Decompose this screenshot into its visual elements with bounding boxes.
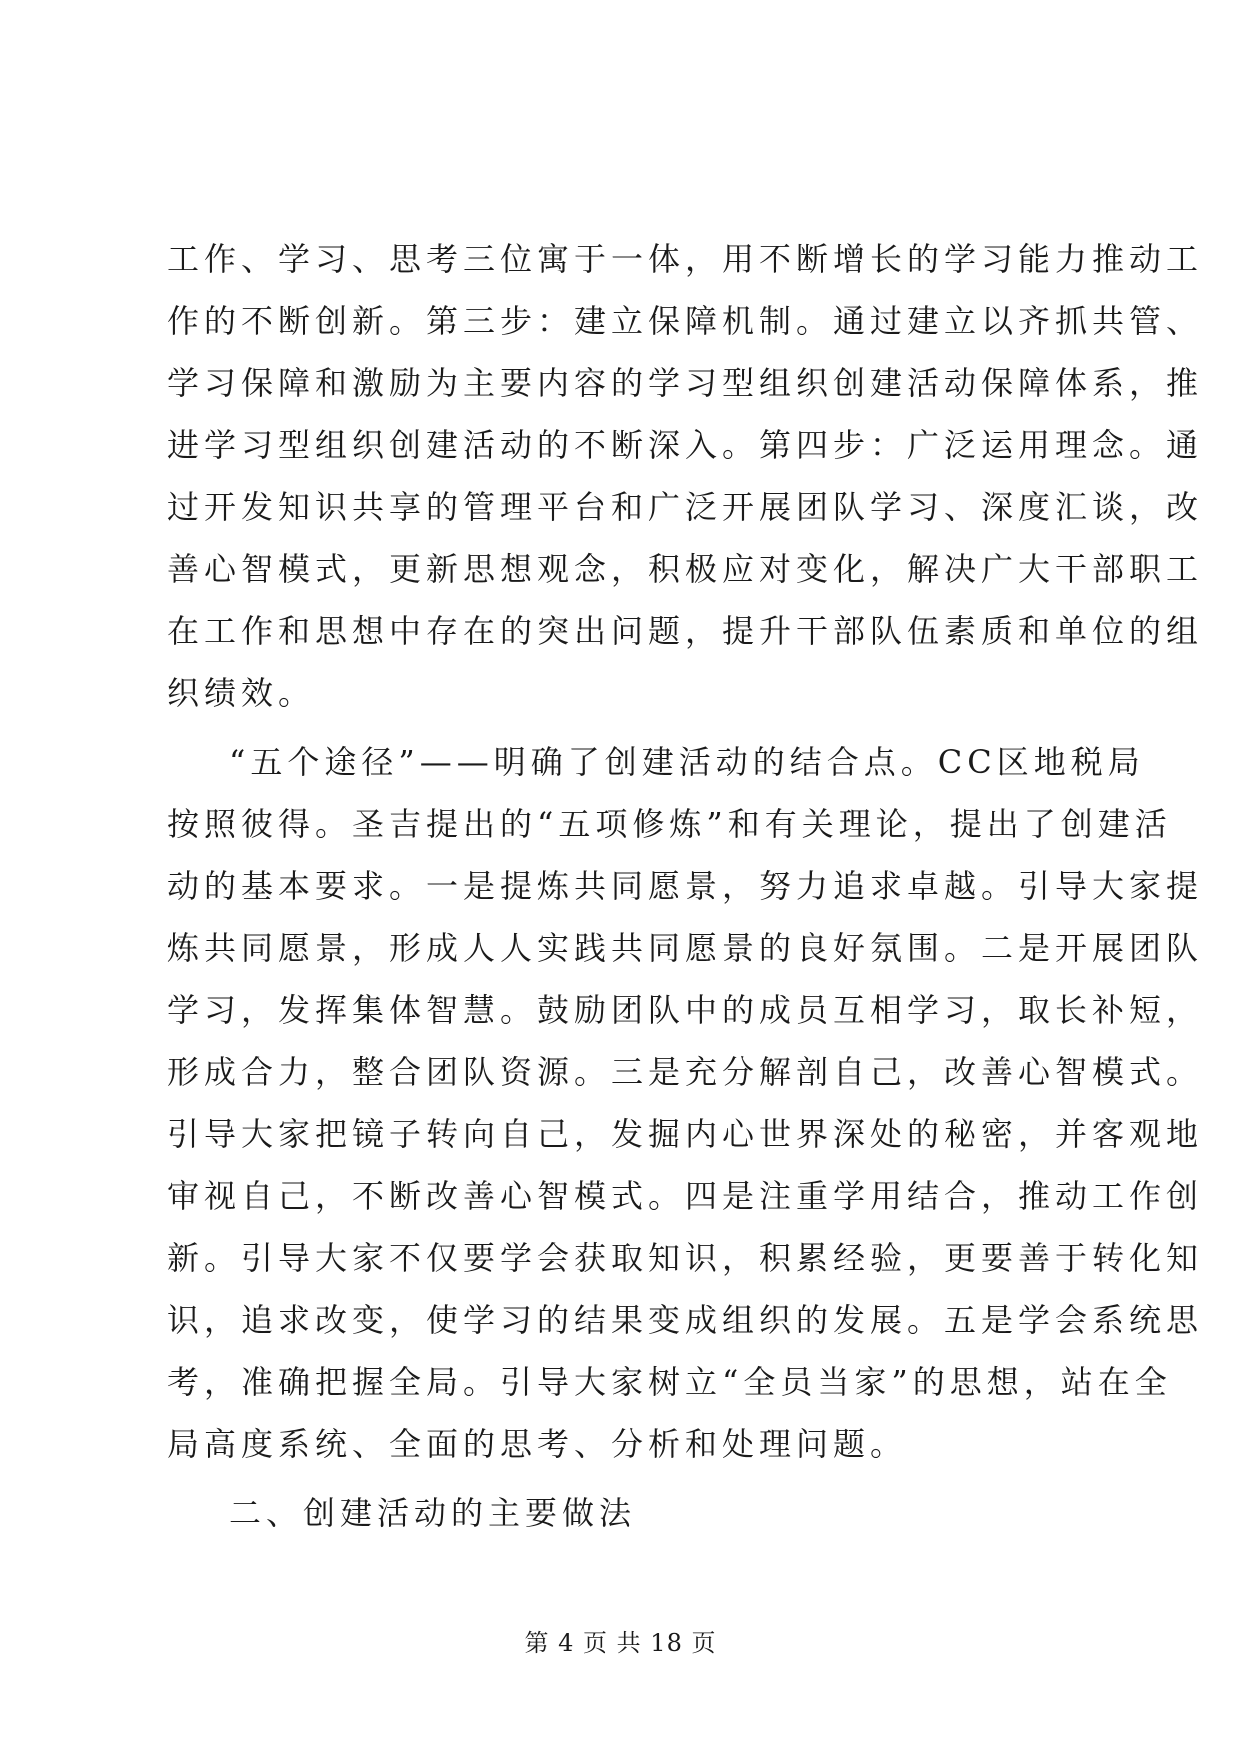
- paragraph-1: [167, 228, 1204, 724]
- text-line: “五个途径”——明确了创建活动的结合点。CC区地税局: [229, 743, 1145, 781]
- paragraph-2: [167, 731, 1204, 1475]
- text-line: 审视自己，不断改善心智模式。四是注重学用结合，推动工作创: [167, 1177, 1204, 1215]
- text-line: 引导大家把镜子转向自己，发掘内心世界深处的秘密，并客观地: [167, 1115, 1204, 1153]
- text-line: 过开发知识共享的管理平台和广泛开展团队学习、深度汇谈，改: [167, 488, 1204, 526]
- text-line: 在工作和思想中存在的突出问题，提升干部队伍素质和单位的组: [167, 612, 1204, 650]
- page-number-footer: 第 4 页 共 18 页: [524, 1629, 717, 1657]
- text-line: 新。引导大家不仅要学会获取知识，积累经验，更要善于转化知: [167, 1239, 1204, 1277]
- section-heading: [167, 1482, 1097, 1544]
- text-line: 作的不断创新。第三步：建立保障机制。通过建立以齐抓共管、: [167, 302, 1204, 340]
- text-line: 工作、学习、思考三位寓于一体，用不断增长的学习能力推动工: [167, 240, 1204, 278]
- text-line: 学习，发挥集体智慧。鼓励团队中的成员互相学习，取长补短，: [167, 991, 1204, 1029]
- document-body: [167, 228, 1204, 1544]
- heading-line: 二、创建活动的主要做法: [229, 1494, 637, 1532]
- text-line: 识，追求改变，使学习的结果变成组织的发展。五是学会系统思: [167, 1301, 1204, 1339]
- text-line: 局高度系统、全面的思考、分析和处理问题。: [167, 1425, 908, 1463]
- paragraph-spacer: [167, 724, 1097, 731]
- text-line: 按照彼得。圣吉提出的“五项修炼”和有关理论，提出了创建活: [167, 805, 1172, 843]
- text-line: 考，准确把握全局。引导大家树立“全员当家”的思想，站在全: [167, 1363, 1172, 1401]
- text-line: 动的基本要求。一是提炼共同愿景，努力追求卓越。引导大家提: [167, 867, 1204, 905]
- text-line: 织绩效。: [167, 674, 316, 712]
- text-line: 学习保障和激励为主要内容的学习型组织创建活动保障体系，推: [167, 364, 1204, 402]
- text-line: 进学习型组织创建活动的不断深入。第四步：广泛运用理念。通: [167, 426, 1204, 464]
- text-line: 善心智模式，更新思想观念，积极应对变化，解决广大干部职工: [167, 550, 1204, 588]
- paragraph-spacer: [167, 1475, 1097, 1482]
- text-line: 形成合力，整合团队资源。三是充分解剖自己，改善心智模式。: [167, 1053, 1204, 1091]
- text-line: 炼共同愿景，形成人人实践共同愿景的良好氛围。二是开展团队: [167, 929, 1204, 967]
